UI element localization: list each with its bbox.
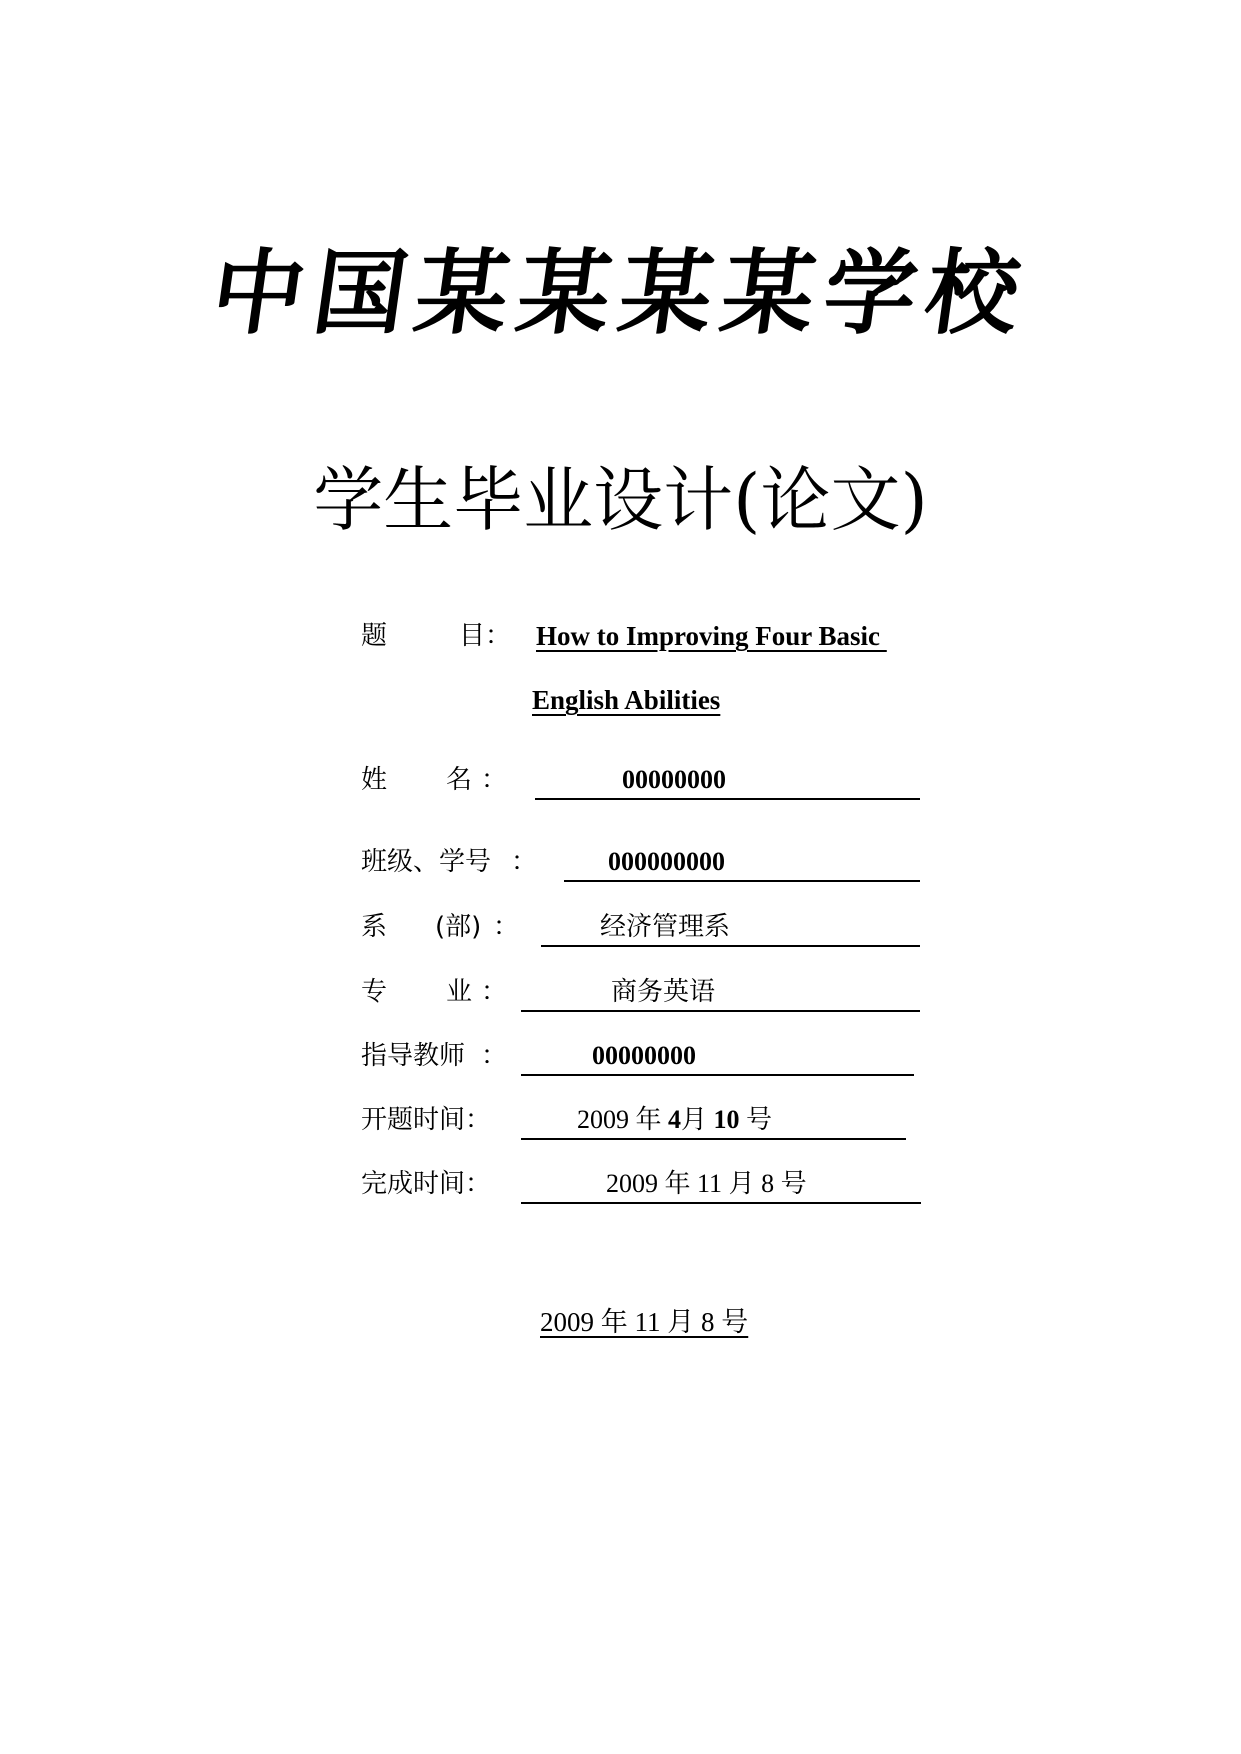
advisor-value: 00000000 (592, 1041, 696, 1070)
end-date-year-unit: 年 (664, 1169, 691, 1199)
department-label-part-2: (部) (435, 912, 482, 942)
advisor-row (361, 1036, 921, 1076)
start-date-day-unit: 号 (746, 1105, 773, 1135)
start-date-value (577, 1100, 772, 1140)
class-id-value: 000000000 (608, 847, 725, 876)
start-date-day: 10 (713, 1105, 740, 1134)
name-label-char-2: 名 (446, 765, 473, 795)
start-date-label: 开题时间： (361, 1105, 492, 1135)
school-name: 中国某某某某学校 (204, 239, 1037, 347)
department-row (361, 907, 921, 947)
advisor-underline (521, 1036, 914, 1076)
major-separator: ： (481, 977, 508, 1007)
class-id-row (361, 842, 921, 882)
department-underline (541, 907, 920, 947)
class-id-label: 班级、学号 (361, 847, 492, 877)
advisor-label: 指导教师 (361, 1041, 466, 1071)
start-date-year-unit: 年 (635, 1105, 662, 1135)
topic-label-char-2: 目： (459, 621, 512, 651)
department-separator: ： (493, 912, 520, 942)
topic-value-line-2: English Abilities (532, 685, 721, 715)
major-label-char-2: 业 (446, 977, 473, 1007)
topic-value-line-1: How to Improving Four Basic (536, 621, 887, 651)
end-date-value (606, 1164, 807, 1204)
name-value: 00000000 (622, 765, 726, 794)
name-row (361, 760, 921, 800)
start-date-month: 4 (668, 1105, 682, 1134)
name-label-char-1: 姓 (361, 765, 388, 795)
department-label-char-1: 系 (361, 912, 388, 942)
major-underline (521, 972, 920, 1012)
document-title: 学生毕业设计(论文) (313, 459, 928, 541)
end-date-year: 2009 (606, 1169, 658, 1198)
name-separator: ： (481, 765, 508, 795)
name-underline (535, 760, 920, 800)
topic-label-char-1: 题 (361, 621, 388, 651)
department-value: 经济管理系 (600, 912, 731, 942)
start-date-month-unit: 月 (681, 1105, 708, 1135)
major-label-char-1: 专 (361, 977, 388, 1007)
end-date-month-unit: 月 (728, 1169, 755, 1199)
end-date-day-unit: 号 (780, 1169, 807, 1199)
major-value: 商务英语 (611, 977, 716, 1007)
start-date-year: 2009 (577, 1105, 629, 1134)
advisor-separator: ： (481, 1041, 508, 1071)
end-date-label: 完成时间： (361, 1169, 492, 1199)
class-id-separator: ： (511, 847, 538, 877)
end-date-row (361, 1164, 921, 1204)
end-date-month: 11 (697, 1169, 723, 1198)
start-date-row (361, 1100, 921, 1140)
end-date-day: 8 (761, 1169, 775, 1198)
major-row (361, 972, 921, 1012)
footer-date: 2009 年 11 月 8 号 (540, 1307, 749, 1337)
